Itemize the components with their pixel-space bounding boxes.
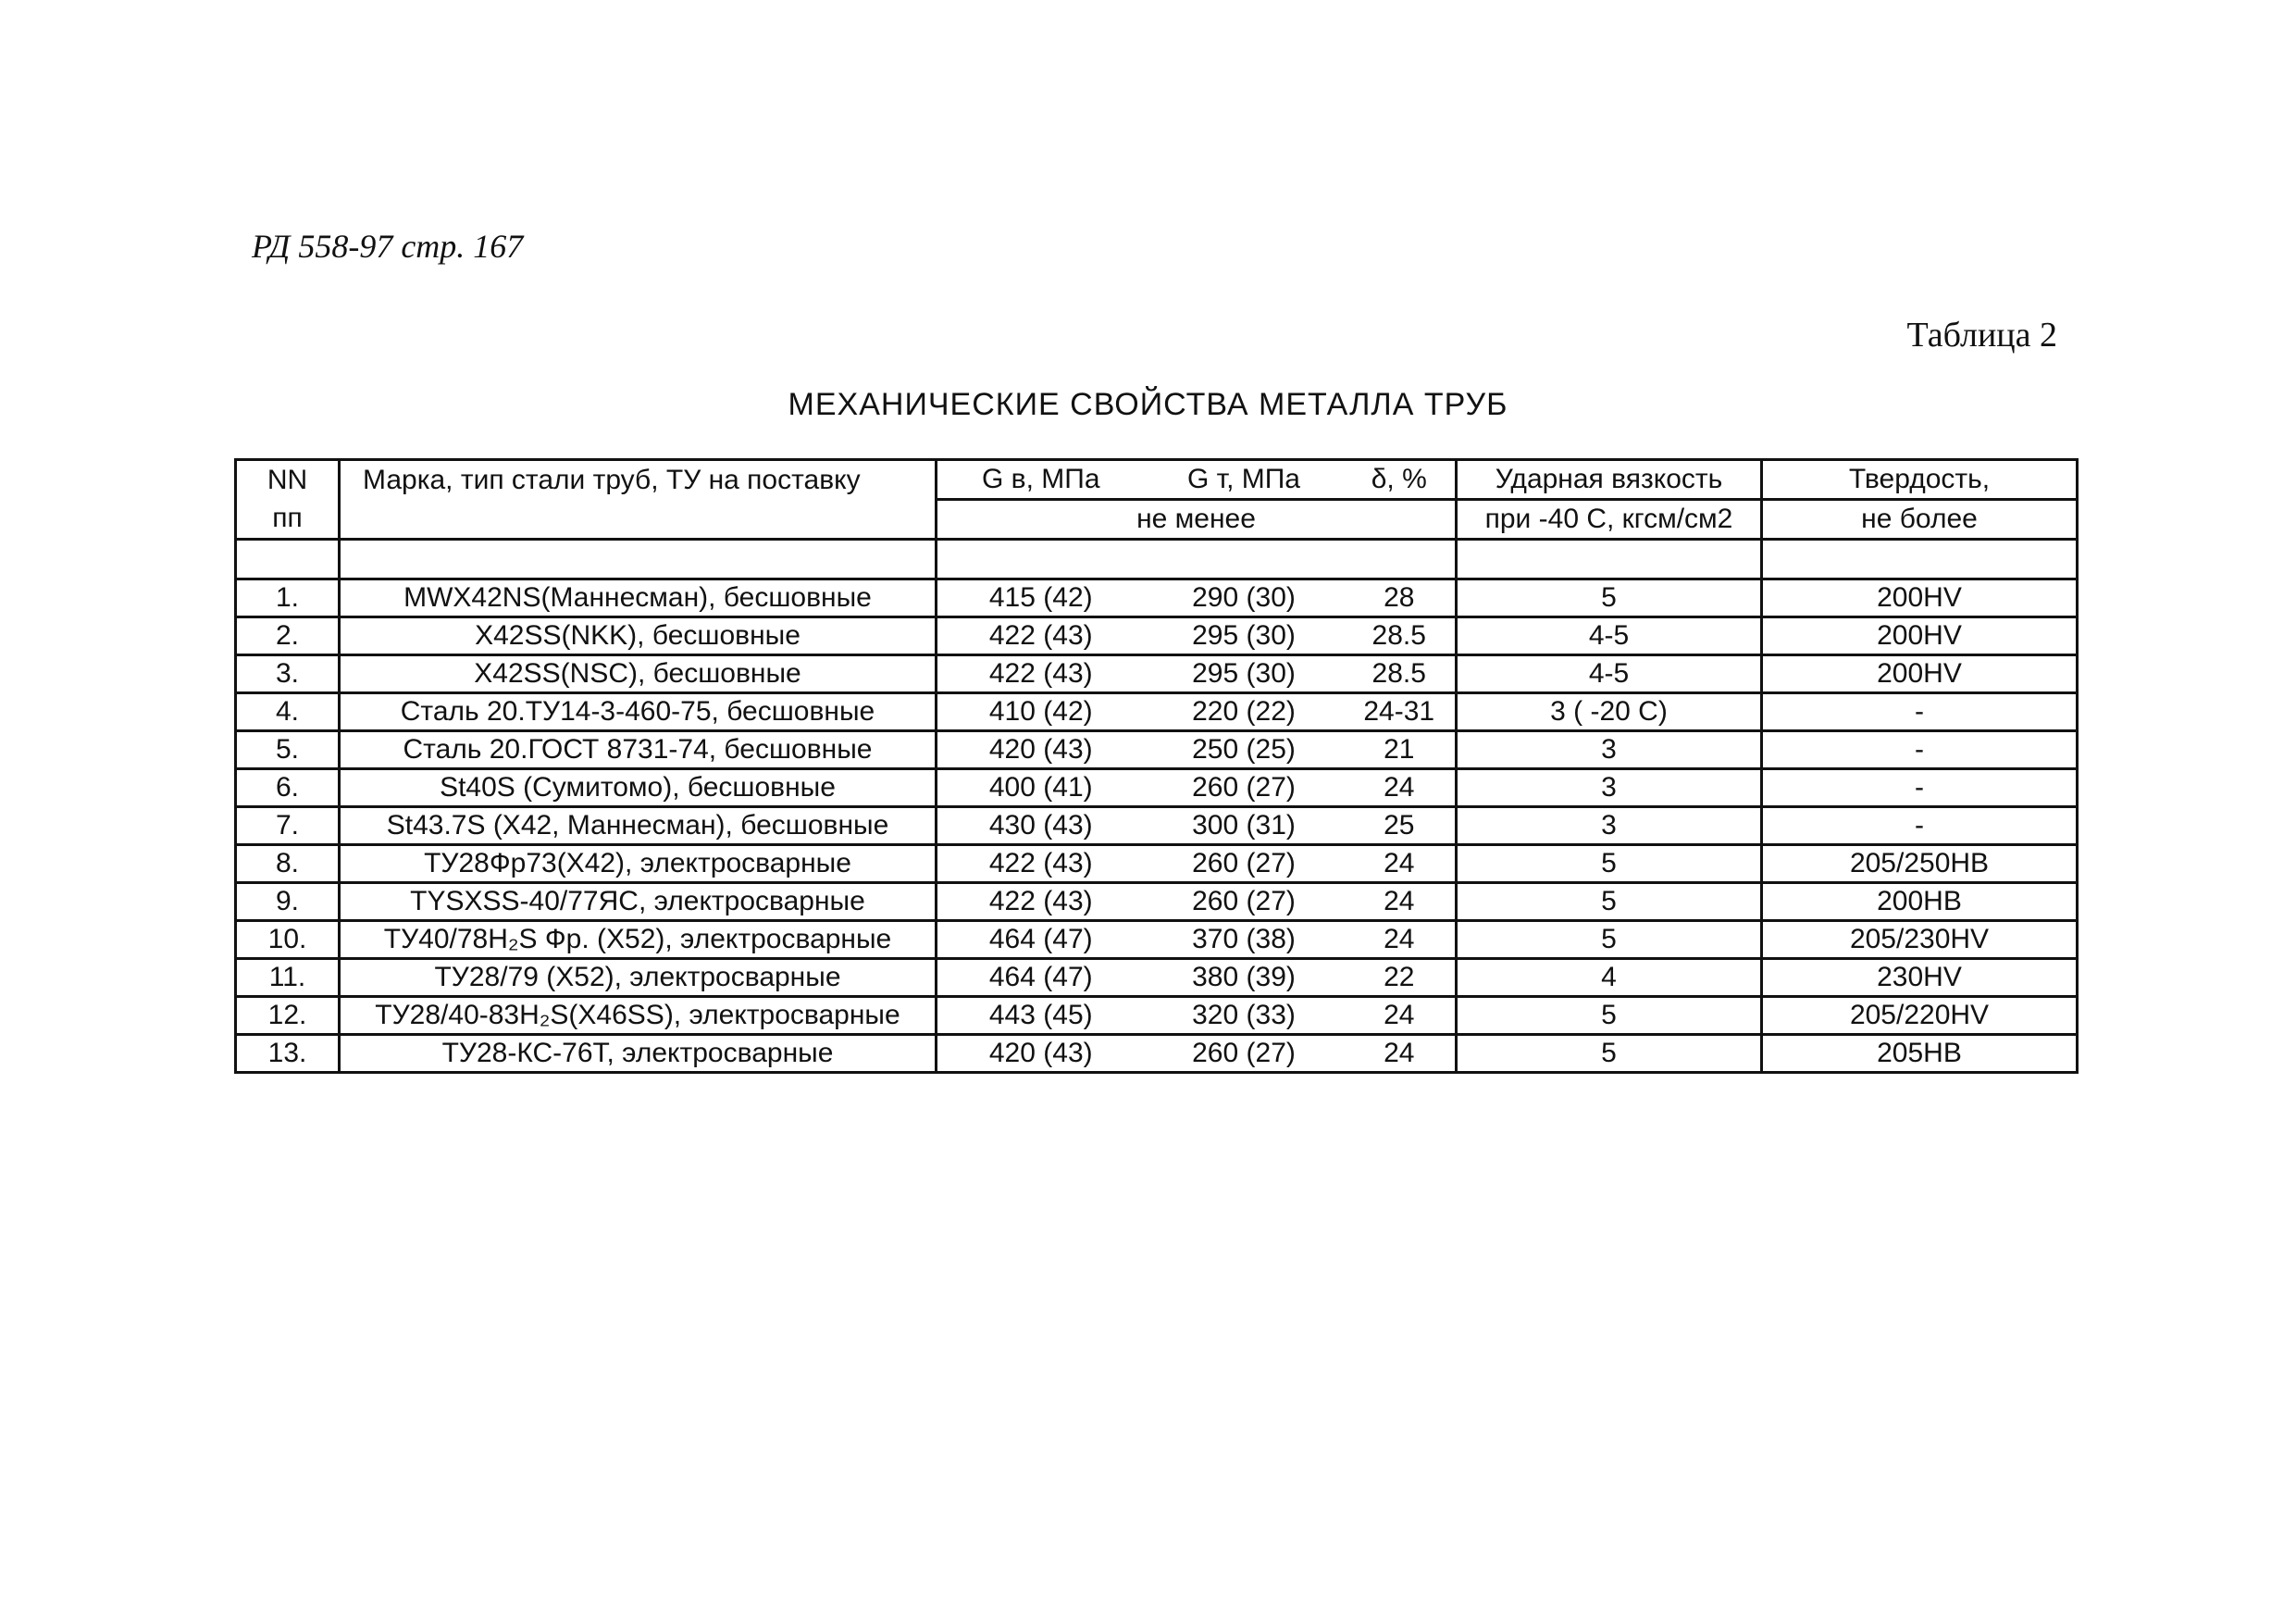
cell-sigma-t: 260 (27) (1145, 1035, 1344, 1073)
cell-sigma-b: 443 (45) (937, 997, 1145, 1035)
cell-impact: 4-5 (1457, 617, 1762, 655)
header-hardness-line2: не более (1762, 500, 2078, 540)
cell-sigma-b: 464 (47) (937, 959, 1145, 997)
cell-nn: 4. (236, 693, 340, 731)
cell-delta: 24 (1344, 883, 1457, 921)
cell-delta: 24 (1344, 997, 1457, 1035)
spacer-cell (1457, 540, 1762, 579)
cell-delta: 24 (1344, 845, 1457, 883)
header-sigma-t: G т, МПа (1145, 460, 1344, 500)
cell-brand: ТУ28Фр73(X42), электросварные (340, 845, 937, 883)
cell-hardness: 200HV (1762, 655, 2078, 693)
cell-delta: 24 (1344, 769, 1457, 807)
cell-nn: 2. (236, 617, 340, 655)
cell-sigma-t: 295 (30) (1145, 655, 1344, 693)
cell-hardness: 205НВ (1762, 1035, 2078, 1073)
table-row (236, 807, 2078, 845)
cell-hardness: - (1762, 693, 2078, 731)
cell-sigma-b: 420 (43) (937, 1035, 1145, 1073)
cell-impact: 3 (1457, 769, 1762, 807)
spacer-cell (937, 540, 1457, 579)
cell-sigma-b: 430 (43) (937, 807, 1145, 845)
cell-delta: 22 (1344, 959, 1457, 997)
cell-delta: 28.5 (1344, 655, 1457, 693)
cell-sigma-b: 422 (43) (937, 883, 1145, 921)
spacer-cell (1762, 540, 2078, 579)
cell-brand: Сталь 20.ТУ14-3-460-75, бесшовные (340, 693, 937, 731)
cell-brand: St40S (Сумитомо), бесшовные (340, 769, 937, 807)
table-row (236, 959, 2078, 997)
cell-sigma-t: 250 (25) (1145, 731, 1344, 769)
cell-brand: X42SS(NKK), бесшовные (340, 617, 937, 655)
cell-impact: 5 (1457, 997, 1762, 1035)
cell-impact: 5 (1457, 845, 1762, 883)
cell-hardness: 205/230HV (1762, 921, 2078, 959)
cell-impact: 3 (1457, 807, 1762, 845)
cell-sigma-b: 415 (42) (937, 579, 1145, 617)
cell-nn: 12. (236, 997, 340, 1035)
document-title: МЕХАНИЧЕСКИЕ СВОЙСТВА МЕТАЛЛА ТРУБ (788, 387, 1508, 422)
cell-delta: 24 (1344, 921, 1457, 959)
cell-hardness: 200HV (1762, 617, 2078, 655)
header-hardness: Твердость, (1762, 460, 2078, 500)
header-min-note: не менее (937, 500, 1457, 540)
cell-delta: 21 (1344, 731, 1457, 769)
cell-brand: ТУ40/78H₂S Фр. (X52), электросварные (340, 921, 937, 959)
cell-sigma-t: 260 (27) (1145, 769, 1344, 807)
cell-sigma-b: 420 (43) (937, 731, 1145, 769)
page-header: РД 558-97 стр. 167 (252, 228, 524, 265)
cell-impact: 4 (1457, 959, 1762, 997)
cell-hardness: 200HV (1762, 579, 2078, 617)
cell-sigma-t: 290 (30) (1145, 579, 1344, 617)
cell-nn: 9. (236, 883, 340, 921)
cell-hardness: 205/220HV (1762, 997, 2078, 1035)
cell-hardness: - (1762, 769, 2078, 807)
table-row (236, 845, 2078, 883)
cell-nn: 13. (236, 1035, 340, 1073)
cell-sigma-b: 422 (43) (937, 617, 1145, 655)
table-row (236, 617, 2078, 655)
cell-sigma-t: 260 (27) (1145, 883, 1344, 921)
cell-sigma-t: 300 (31) (1145, 807, 1344, 845)
header-nn-line2: пп (236, 500, 340, 540)
cell-impact: 4-5 (1457, 655, 1762, 693)
mechanical-properties-table (234, 458, 2079, 1074)
cell-impact: 5 (1457, 883, 1762, 921)
header-row-2 (236, 500, 2078, 540)
cell-brand: ТУ28/79 (X52), электросварные (340, 959, 937, 997)
cell-brand: St43.7S (X42, Маннесман), бесшовные (340, 807, 937, 845)
table-row (236, 883, 2078, 921)
cell-delta: 28.5 (1344, 617, 1457, 655)
spacer-row (236, 540, 2078, 579)
cell-brand: ТУ28/40-83H₂S(X46SS), электросварные (340, 997, 937, 1035)
cell-nn: 10. (236, 921, 340, 959)
cell-impact: 5 (1457, 579, 1762, 617)
cell-brand: X42SS(NSC), бесшовные (340, 655, 937, 693)
cell-nn: 5. (236, 731, 340, 769)
cell-impact: 3 (1457, 731, 1762, 769)
cell-sigma-b: 422 (43) (937, 655, 1145, 693)
header-impact: Ударная вязкость (1457, 460, 1762, 500)
table-row (236, 655, 2078, 693)
cell-brand: Сталь 20.ГОСТ 8731-74, бесшовные (340, 731, 937, 769)
table-row (236, 921, 2078, 959)
cell-sigma-b: 410 (42) (937, 693, 1145, 731)
table-label: Таблица 2 (1906, 316, 2057, 355)
table-row (236, 769, 2078, 807)
table-row (236, 997, 2078, 1035)
header-impact-line2: при -40 С, кгсм/см2 (1457, 500, 1762, 540)
cell-hardness: - (1762, 731, 2078, 769)
cell-sigma-b: 422 (43) (937, 845, 1145, 883)
cell-nn: 7. (236, 807, 340, 845)
cell-nn: 1. (236, 579, 340, 617)
cell-delta: 24 (1344, 1035, 1457, 1073)
header-nn: NN (236, 460, 340, 500)
cell-sigma-t: 320 (33) (1145, 997, 1344, 1035)
cell-brand: MWX42NS(Маннесман), бесшовные (340, 579, 937, 617)
table-row (236, 1035, 2078, 1073)
table-body (236, 460, 2078, 1073)
cell-nn: 8. (236, 845, 340, 883)
cell-nn: 11. (236, 959, 340, 997)
cell-brand: TYSXSS-40/77ЯС, электросварные (340, 883, 937, 921)
table-row (236, 579, 2078, 617)
header-delta: δ, % (1344, 460, 1457, 500)
cell-hardness: - (1762, 807, 2078, 845)
cell-impact: 3 ( -20 С) (1457, 693, 1762, 731)
cell-delta: 25 (1344, 807, 1457, 845)
header-brand-cont (340, 500, 937, 540)
spacer-cell (340, 540, 937, 579)
spacer-cell (236, 540, 340, 579)
header-row-1 (236, 460, 2078, 500)
cell-sigma-t: 370 (38) (1145, 921, 1344, 959)
header-brand: Марка, тип стали труб, ТУ на поставку (340, 460, 937, 500)
cell-hardness: 230HV (1762, 959, 2078, 997)
cell-brand: ТУ28-КС-76Т, электросварные (340, 1035, 937, 1073)
cell-nn: 3. (236, 655, 340, 693)
cell-sigma-t: 260 (27) (1145, 845, 1344, 883)
cell-nn: 6. (236, 769, 340, 807)
table-row (236, 731, 2078, 769)
header-sigma-b: G в, МПа (937, 460, 1145, 500)
cell-delta: 24-31 (1344, 693, 1457, 731)
cell-sigma-t: 295 (30) (1145, 617, 1344, 655)
cell-impact: 5 (1457, 921, 1762, 959)
cell-sigma-t: 220 (22) (1145, 693, 1344, 731)
cell-delta: 28 (1344, 579, 1457, 617)
cell-sigma-t: 380 (39) (1145, 959, 1344, 997)
table-row (236, 693, 2078, 731)
cell-hardness: 205/250НВ (1762, 845, 2078, 883)
cell-hardness: 200НВ (1762, 883, 2078, 921)
cell-sigma-b: 400 (41) (937, 769, 1145, 807)
cell-sigma-b: 464 (47) (937, 921, 1145, 959)
cell-impact: 5 (1457, 1035, 1762, 1073)
